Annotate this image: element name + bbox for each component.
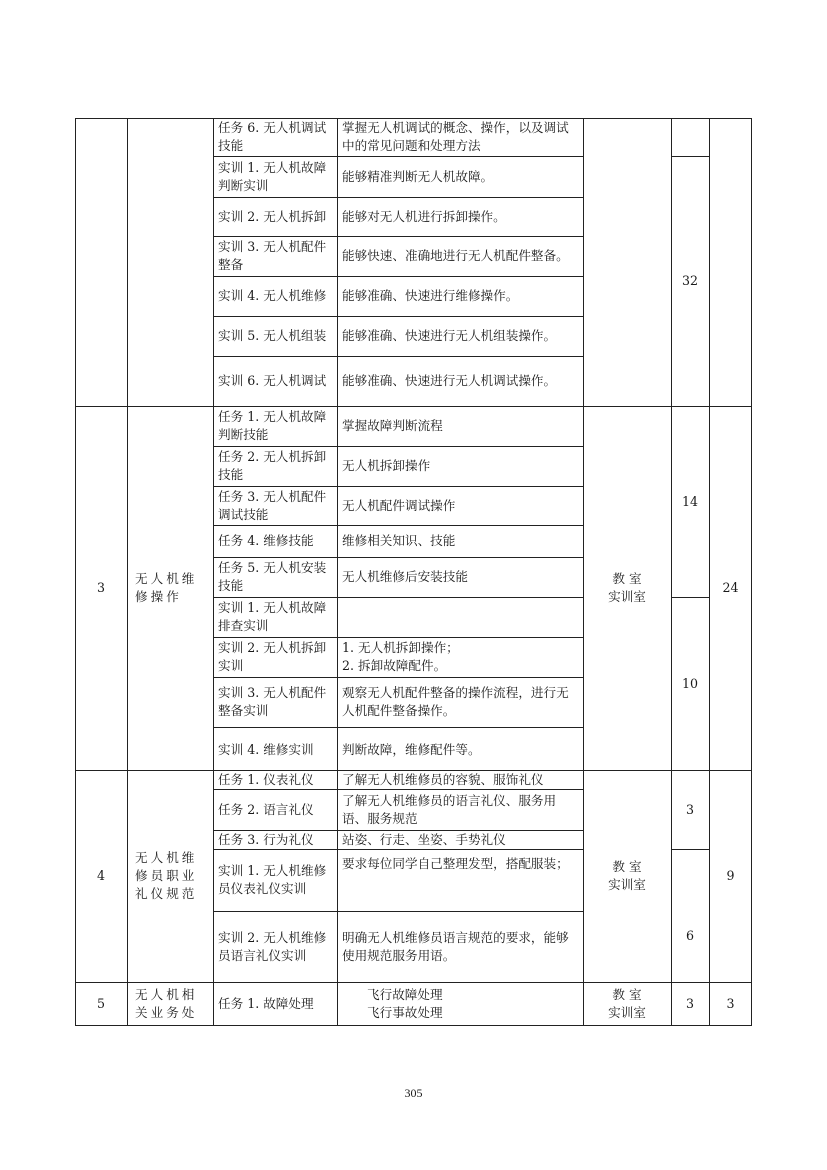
- table-row: [213, 637, 337, 677]
- table-row: [213, 557, 337, 597]
- seq-number: 3: [96, 580, 105, 595]
- location: 教 室 实训室: [608, 859, 646, 892]
- item-content: 能够准确、快速进行维修操作。: [342, 288, 519, 303]
- item-name: 实训 5. 无人机组装: [218, 328, 327, 343]
- item-content-cell: [337, 236, 583, 276]
- item-name: 实训 3. 无人机配件整备: [218, 239, 327, 272]
- item-content-cell: [337, 727, 583, 770]
- item-name: 实训 2. 无人机维修员语言礼仪实训: [218, 929, 327, 963]
- item-content: 明确无人机维修员语言规范的要求，能够使用规范服务用语。: [342, 929, 569, 963]
- location-cell: [583, 982, 671, 1026]
- item-content: 掌握故障判断流程: [342, 418, 443, 433]
- module-cell: [127, 406, 213, 770]
- sub-hours-cell: [671, 597, 709, 770]
- table-row: [213, 236, 337, 276]
- page-number: 305: [404, 1086, 423, 1100]
- item-content: 能够准确、快速进行无人机调试操作。: [342, 373, 557, 388]
- module-name: 无人机相关业务处: [135, 987, 198, 1020]
- sub-hours: 10: [681, 675, 699, 691]
- item-content-cell: [337, 446, 583, 486]
- table-row: [213, 789, 337, 830]
- total-hours: 9: [726, 868, 735, 883]
- item-content-cell: [337, 525, 583, 557]
- table-row: [213, 849, 337, 911]
- location-cell: [583, 406, 671, 770]
- item-content: 能够对无人机进行拆卸操作。: [342, 208, 506, 224]
- table-row: [213, 486, 337, 525]
- module-cell: [127, 770, 213, 982]
- item-content-cell: [337, 356, 583, 406]
- item-name: 实训 1. 无人机维修员仪表礼仪实训: [218, 863, 327, 896]
- item-name: 实训 6. 无人机调试: [218, 373, 327, 388]
- item-name: 任务 2. 语言礼仪: [218, 801, 314, 817]
- item-content: 判断故障，维修配件等。: [342, 742, 481, 757]
- item-content: 要求每位同学自己整理发型，搭配服装；: [342, 856, 569, 871]
- total-hours-cell: [709, 982, 752, 1026]
- table-row: [213, 525, 337, 557]
- sub-hours: 14: [681, 493, 699, 509]
- item-content-cell: [337, 156, 583, 197]
- item-content-cell: [337, 677, 583, 727]
- item-content: 无人机维修后安装技能: [342, 569, 468, 584]
- item-content-cell: [337, 276, 583, 316]
- total-hours-cell: [709, 770, 752, 982]
- item-name: 任务 3. 行为礼仪: [218, 831, 314, 847]
- item-name: 任务 1. 无人机故障判断技能: [218, 409, 327, 442]
- total-hours: 3: [726, 996, 735, 1011]
- location: 教 室 实训室: [608, 987, 646, 1020]
- sub-hours: 6: [685, 927, 694, 943]
- item-content-cell: [337, 486, 583, 525]
- item-name: 实训 4. 无人机维修: [218, 288, 327, 303]
- item-content-cell: [337, 557, 583, 597]
- sub-hours-cell: [671, 982, 709, 1026]
- table-row: [213, 770, 337, 789]
- item-content-cell: [337, 597, 583, 637]
- module-name: 无人机维修操作: [135, 571, 198, 604]
- table-row: [213, 406, 337, 446]
- item-name: 实训 3. 无人机配件整备实训: [218, 685, 327, 718]
- table-row: [213, 677, 337, 727]
- course-content-table: [75, 118, 752, 1026]
- item-name: 实训 2. 无人机拆卸实训: [218, 640, 327, 673]
- module-cell: [127, 982, 213, 1026]
- item-name: 任务 1. 故障处理: [218, 996, 314, 1011]
- item-name: 任务 1. 仪表礼仪: [218, 771, 314, 787]
- item-content: 了解无人机维修员的语言礼仪、服务用语、服务规范: [342, 792, 557, 826]
- total-hours: 24: [722, 580, 739, 595]
- table-row: [213, 911, 337, 982]
- table-row: [213, 156, 337, 197]
- seq-number: 5: [96, 996, 105, 1011]
- table-row: [213, 597, 337, 637]
- seq-number: 4: [96, 868, 105, 883]
- item-content: 1. 无人机拆卸操作； 2. 拆卸故障配件。: [342, 640, 459, 673]
- table-row: [213, 197, 337, 236]
- item-content: 维修相关知识、技能: [342, 533, 456, 548]
- item-content: 站姿、行走、坐姿、手势礼仪: [342, 831, 506, 847]
- item-content: 能够精准判断无人机故障。: [342, 168, 494, 184]
- item-content-cell: [337, 982, 583, 1026]
- item-name: 任务 3. 无人机配件调试技能: [218, 488, 327, 522]
- sub-hours: 3: [685, 996, 694, 1011]
- item-content-cell: [337, 911, 583, 982]
- item-content: 无人机拆卸操作: [342, 458, 431, 473]
- item-name: 实训 1. 无人机故障排查实训: [218, 600, 327, 633]
- seq-cell: [75, 770, 127, 982]
- item-content-cell: [337, 637, 583, 677]
- item-content: 能够准确、快速进行无人机组装操作。: [342, 328, 557, 343]
- item-content: 无人机配件调试操作: [342, 497, 456, 513]
- module-name: 无人机维修员职业礼仪规范: [135, 850, 198, 901]
- item-content-cell: [337, 849, 583, 911]
- item-name: 任务 4. 维修技能: [218, 533, 314, 548]
- location-cell: [583, 770, 671, 982]
- item-name: 实训 2. 无人机拆卸: [218, 208, 327, 224]
- item-content: 了解无人机维修员的容貌、服饰礼仪: [342, 771, 544, 787]
- sub-hours-cell: [671, 770, 709, 849]
- sub-hours-cell: [671, 406, 709, 597]
- item-name: 实训 1. 无人机故障判断实训: [218, 159, 327, 193]
- item-content: 观察无人机配件整备的操作流程，进行无人机配件整备操作。: [342, 685, 569, 718]
- table-row: [213, 118, 337, 156]
- seq-cell: [75, 982, 127, 1026]
- item-content: 飞行故障处理 飞行事故处理: [367, 987, 443, 1020]
- table-row: [213, 727, 337, 770]
- total-hours-cell: [709, 406, 752, 770]
- item-content-cell: [337, 830, 583, 849]
- sub-hours: 3: [685, 801, 694, 817]
- sub-hours: 32: [681, 273, 699, 288]
- table-row: [213, 276, 337, 316]
- table-row: [213, 446, 337, 486]
- location: 教 室 实训室: [608, 571, 646, 604]
- item-name: 任务 5. 无人机安装技能: [218, 560, 327, 593]
- item-content-cell: [337, 316, 583, 356]
- item-content: 掌握无人机调试的概念、操作，以及调试中的常见问题和处理方法: [342, 120, 569, 153]
- item-content-cell: [337, 197, 583, 236]
- item-name: 任务 2. 无人机拆卸技能: [218, 449, 327, 482]
- item-content-cell: [337, 118, 583, 156]
- table-row: [213, 356, 337, 406]
- sub-hours-cell: [671, 156, 709, 406]
- item-content: 能够快速、准确地进行无人机配件整备。: [342, 248, 569, 263]
- seq-cell: [75, 406, 127, 770]
- item-content-cell: [337, 789, 583, 830]
- item-content-cell: [337, 406, 583, 446]
- item-name: 任务 6. 无人机调试技能: [218, 120, 327, 153]
- sub-hours-cell: [671, 849, 709, 982]
- table-row: [213, 982, 337, 1026]
- table-row: [213, 316, 337, 356]
- item-content: [337, 597, 583, 637]
- item-content-cell: [337, 770, 583, 789]
- item-name: 实训 4. 维修实训: [218, 742, 314, 757]
- table-row: [213, 830, 337, 849]
